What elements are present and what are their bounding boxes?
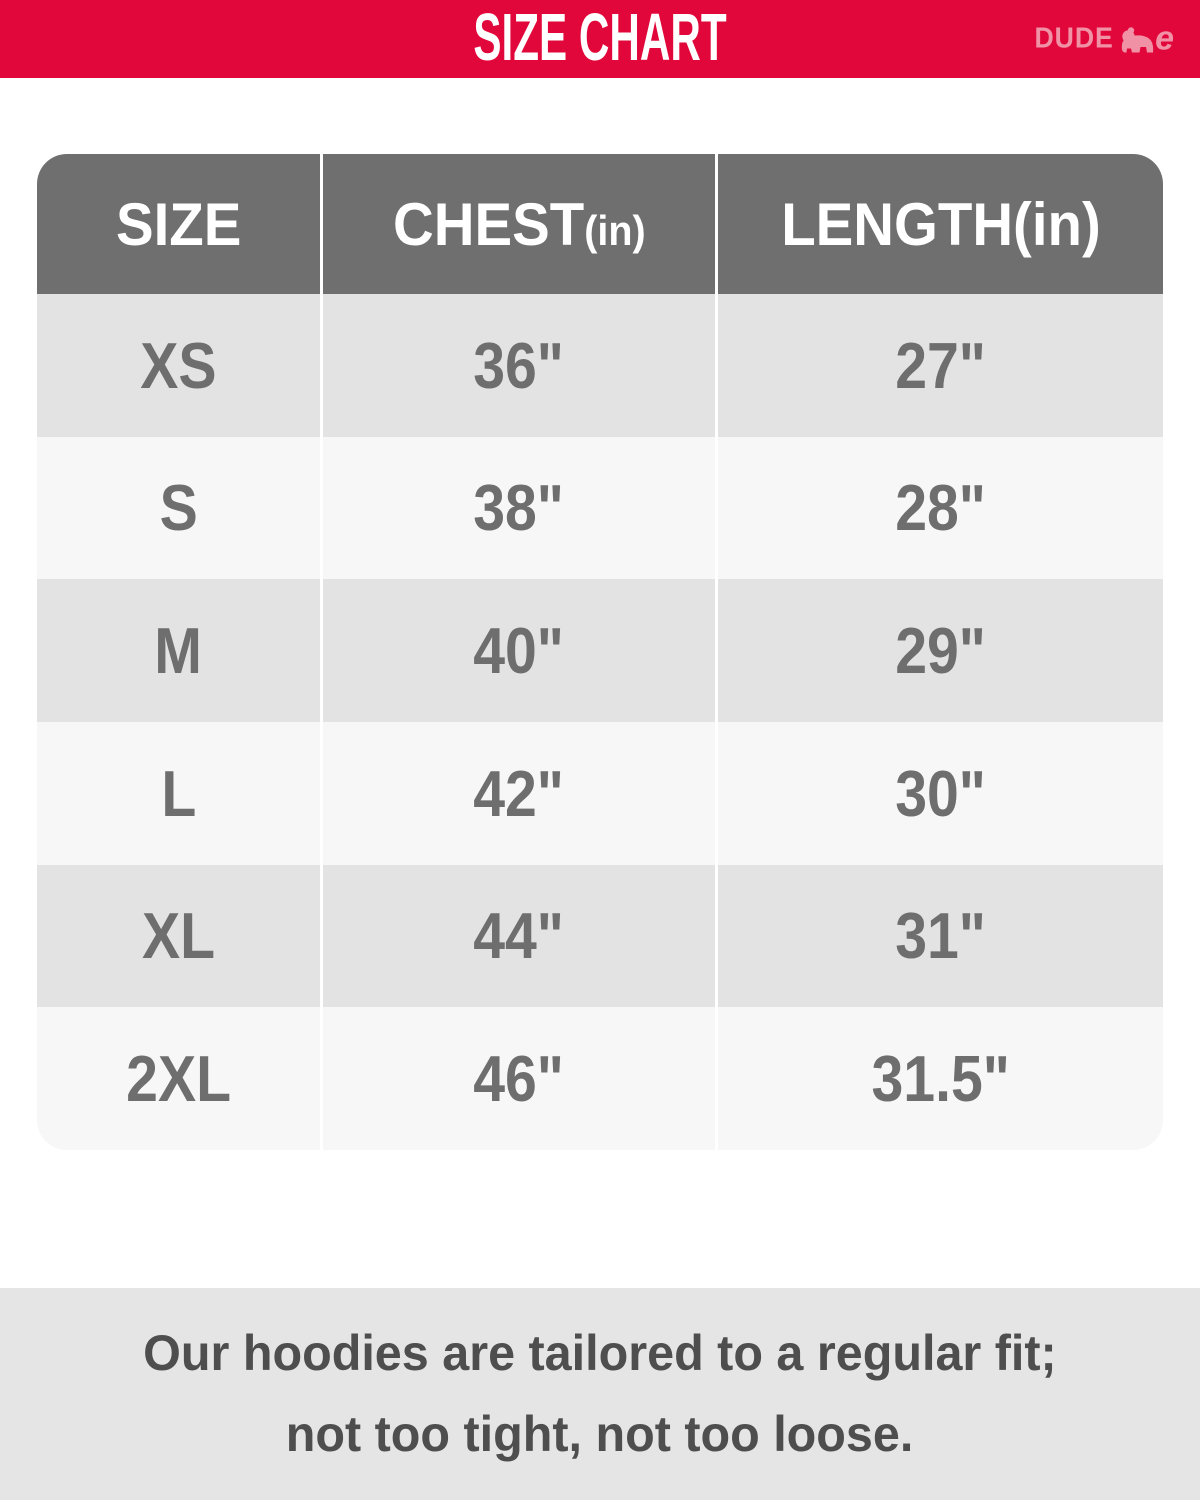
size-cell xyxy=(37,722,320,865)
column-header-chest xyxy=(323,154,715,294)
footer-note-line1: Our hoodies are tailored to a regular fit; xyxy=(143,1325,1057,1381)
length-value: 31.5" xyxy=(871,1042,1010,1116)
size-table xyxy=(37,154,1163,1150)
size-value: XL xyxy=(141,899,216,973)
chest-cell xyxy=(323,294,715,437)
chest-cell xyxy=(323,722,715,865)
length-cell xyxy=(718,865,1163,1008)
chest-value: 42" xyxy=(473,756,565,830)
chest-label: CHEST xyxy=(392,190,584,258)
length-value: 31" xyxy=(895,899,986,973)
page-title: SIZE CHART xyxy=(473,0,727,75)
size-value: M xyxy=(154,614,203,688)
length-cell xyxy=(718,1007,1163,1150)
length-value: 28" xyxy=(895,471,986,545)
length-cell xyxy=(718,294,1163,437)
size-cell xyxy=(37,437,320,580)
chest-value: 44" xyxy=(473,899,565,973)
size-cell xyxy=(37,579,320,722)
chest-cell xyxy=(323,1007,715,1150)
brand-suffix: e xyxy=(1155,19,1174,58)
chest-cell xyxy=(323,437,715,580)
chest-cell xyxy=(323,579,715,722)
size-value: 2XL xyxy=(126,1042,231,1116)
length-cell xyxy=(718,437,1163,580)
length-cell xyxy=(718,579,1163,722)
gorilla-icon xyxy=(1119,23,1157,55)
column-header-length xyxy=(718,154,1163,294)
column-header-size-label: SIZE xyxy=(115,190,242,258)
chest-cell xyxy=(323,865,715,1008)
brand-word: DUDE xyxy=(1034,22,1114,55)
size-value: XS xyxy=(140,328,217,402)
size-cell xyxy=(37,1007,320,1150)
footer-note-band xyxy=(0,1288,1200,1500)
size-value: S xyxy=(159,471,198,545)
size-value: L xyxy=(161,756,196,830)
length-value: 27" xyxy=(895,328,986,402)
chest-value: 46" xyxy=(473,1042,565,1116)
length-value: 30" xyxy=(895,756,986,830)
chest-value: 40" xyxy=(473,614,565,688)
column-header-length-label: LENGTH(in) xyxy=(780,190,1101,258)
column-header-chest-label xyxy=(393,190,646,259)
size-cell xyxy=(37,294,320,437)
brand-logo xyxy=(1031,20,1174,59)
length-value: 29" xyxy=(895,614,986,688)
size-cell xyxy=(37,865,320,1008)
length-cell xyxy=(718,722,1163,865)
chest-value: 36" xyxy=(473,328,565,402)
column-header-size xyxy=(37,154,320,294)
footer-note-line2: not too tight, not too loose. xyxy=(286,1406,914,1462)
chest-unit: (in) xyxy=(583,206,646,254)
banner xyxy=(0,0,1200,78)
chest-value: 38" xyxy=(473,471,565,545)
